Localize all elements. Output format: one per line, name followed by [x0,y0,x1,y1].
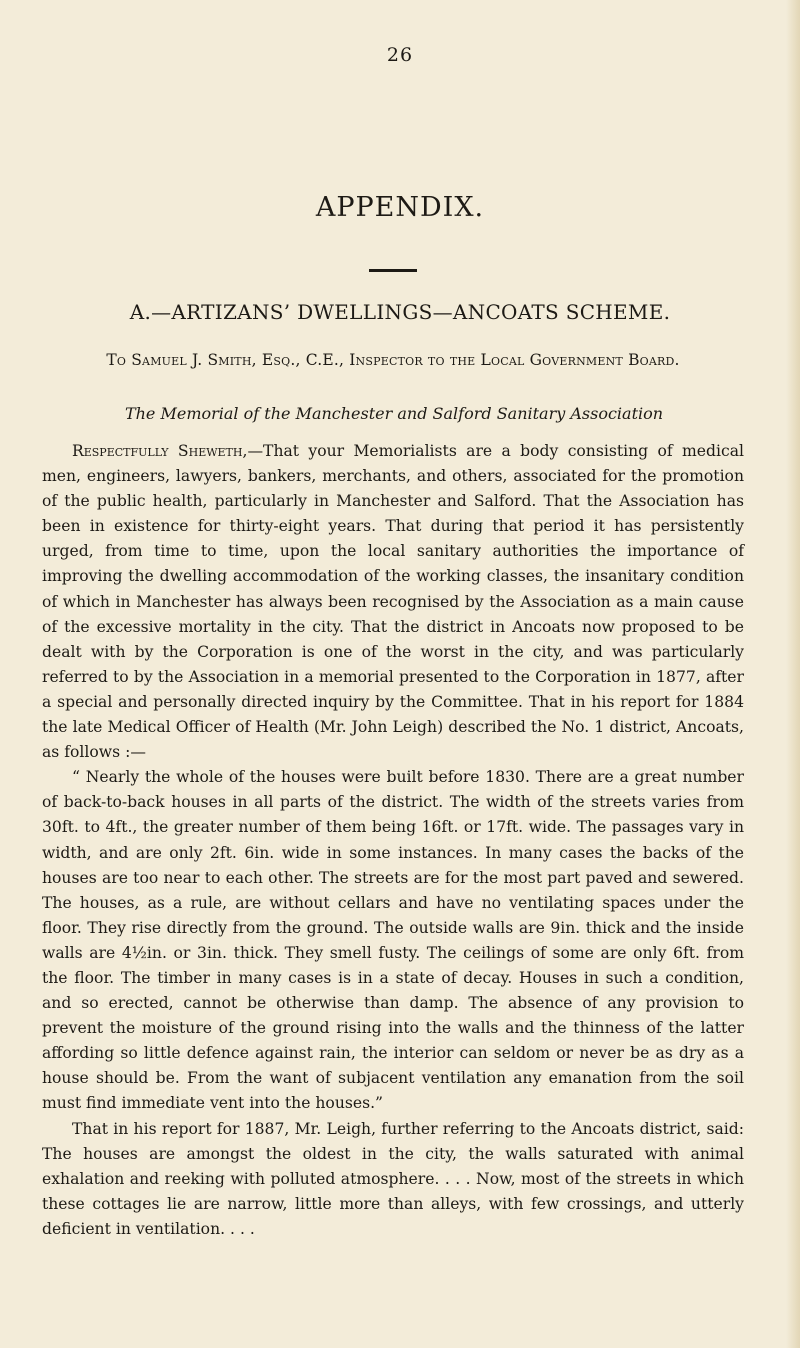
opening-words: Respectfully Sheweth, [72,442,248,460]
memorial-title: The Memorial of the Manchester and Salford Sanitary Association [124,404,664,423]
paragraph: “ Nearly the whole of the houses were built before 1830. There are a great number of back-to-back houses in all parts of the district. The width of the streets varies from 30ft. to 4ft., the greater number of them being 16ft. or 17ft. wide. The passages vary in width, and are only 2ft. 6in. wide in some instances. In many cases the backs of the houses are too near to each other. The streets are for the most part paved and sewered. The houses, as a rule, are without cellars and have no ventilating spaces under the floor. They rise directly from the ground. The outside walls are 9in. thick and the inside walls are 4½in. or 3in. thick. They smell fusty. The ceilings of some are only 6ft. from the floor. The timber in many cases is in a state of decay. Houses in such a condition, and so erected, cannot be otherwise than damp. The absence of any provision to prevent the moisture of the ground rising into the walls and the thinness of the latter affording so little defence against rain, the interior can seldom or never be as dry as a house should be. From the want of subjacent ventilation any emanation from the soil must find immediate vent into the houses.” [42,768,744,1113]
paragraph [42,439,744,765]
paragraph-text: —That your Memorialists are a body consisting of medical men, engineers, lawyers, bankers, merchants, and others, associated for the promotion of the public health, particularly in Manchester and Salford. That the Association has been in existence for thirty-eight years. That during that period it has persistently urged, from time to time, upon the local sanitary authorities the importance of improving the dwelling accommodation of the working classes, the insanitary condition of which in Manchester has always been recognised by the Association as a main cause of the excessive mortality in the city. That the district in Ancoats now proposed to be dealt with by the Corporation is one of the worst in the city, and was particularly referred to by the Association in a memorial presented to the Corporation in 1877, after a special and personally directed inquiry by the Committee. That in his report for 1884 the late Medical Officer of Health (Mr. John Leigh) described the No. 1 district, Ancoats, as follows :— [42,442,745,762]
section-heading: A.—ARTIZANS’ DWELLINGS—ANCOATS SCHEME. [129,300,671,324]
addressee-line: To Samuel J. Smith, Esq., C.E., Inspector to the Local Government Board. [106,351,680,369]
body-text [42,439,744,1242]
paragraph: That in his report for 1887, Mr. Leigh, further referring to the Ancoats district, said: The houses are amongst the oldest in the city, the walls saturated with animal exhalation and reeking with polluted atmosphere. . . . Now, most of the streets in which these cottages lie are narrow, little more than alleys, with few crossings, and utterly deficient in ventilation. . . . [42,1119,744,1238]
page-title: APPENDIX. [315,192,485,223]
page-number: 26 [386,44,414,66]
title-divider [369,269,417,272]
